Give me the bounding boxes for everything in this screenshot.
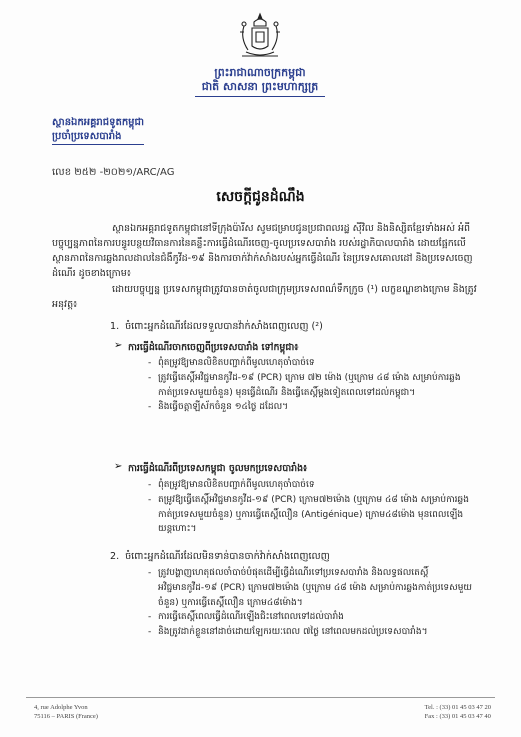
embassy-heading bbox=[52, 116, 192, 145]
list-item: - ពុំតម្រូវឱ្យមានលិខិតបញ្ជាក់ពីមូលហេតុចាំបាច់ទេ bbox=[148, 478, 473, 493]
list-item: - ការធ្វើតេស្តិ៍ពេលធ្វើដំណើរឡើងជិះនៅពេលទៅដល់បារាំង bbox=[148, 610, 473, 625]
kingdom-line-2: ជាតិ សាសនា ព្រះមហាក្សត្រ bbox=[201, 79, 319, 93]
section-1-number: 1. bbox=[110, 321, 120, 332]
section-2-heading bbox=[110, 550, 330, 564]
classification-paragraph: ដោយបច្ចុប្បន្ន ប្រទេសកម្ពុជាត្រូវបានចាត់ចូលជាក្រុមប្រទេសពណ៌ទឹកក្រូច (¹) លក្ខខណ្ឌខាងក្រោម និងត្រូវអនុវត្ត៖ bbox=[52, 284, 477, 310]
section-1a-heading bbox=[114, 340, 299, 355]
footer-divider bbox=[26, 697, 495, 698]
section-2-number: 2. bbox=[110, 551, 120, 562]
address-line-2: 75116 – PARIS (France) bbox=[34, 713, 98, 720]
telephone: Tel. : (33) 01 45 03 47 20 bbox=[424, 704, 491, 711]
embassy-line-1: ស្ថានឯកអគ្គរាជទូតកម្ពុជា bbox=[52, 117, 145, 128]
embassy-line-2: ប្រចាំប្រទេសបារាំង bbox=[52, 130, 122, 142]
section-1a-title: ការធ្វើដំណើរចាកចេញពីប្រទេសបារាំង ទៅកម្ពុជា៖ bbox=[128, 342, 299, 353]
list-item: - ពុំតម្រូវឱ្យមានលិខិតបញ្ជាក់ពីមូលហេតុចាំបាច់ទេ bbox=[148, 356, 473, 371]
section-1-title: ចំពោះអ្នកដំណើរដែលទទួលបានវ៉ាក់សាំងពេញលេញ (²) bbox=[125, 321, 323, 332]
list-item: - និងត្រូវដាក់ខ្លួននៅដាច់ដោយឡែករយៈពេល ៧ថ្ងៃ នៅពេលមកដល់ប្រទេសបារាំង។ bbox=[148, 625, 473, 640]
footer-contact bbox=[425, 703, 491, 721]
kingdom-heading bbox=[170, 66, 350, 97]
arrow-bullet-icon: ➢ bbox=[114, 461, 123, 472]
intro-paragraph: ស្ថានឯកអគ្គរាជទូតកម្ពុជានៅទីក្រុងប៉ារីស សូមជម្រាបជូនប្រជាពលរដ្ឋ ស៊ីវិល និងនិស្សិតខ្មែរទាំងអស់ អំពីបច្ចុប្បន្នភាពនៃការបន្ធូរបន្ថយវិធានការនៃគន្លឹះការធ្វើដំណើរចេញ-ចូលប្រទេសបារាំង របស់រដ្ឋាភិបាលបារាំង ដោយផ្អែកលើស្ថានភាពនៃការឆ្លងរាលដាលនៃជំងឺកូវីដ-១៩ និងការចាក់វ៉ាក់សាំងរបស់អ្នកធ្វើដំណើរ នៃប្រទេសគោលដៅ និងប្រទេសចេញដំណើរ ដូចខាងក្រោម៖ bbox=[52, 223, 473, 279]
kingdom-underline bbox=[195, 96, 325, 97]
footer-address bbox=[34, 703, 98, 721]
list-item: - ត្រូវបង្ហាញហេតុផលចាំបាច់បំផុតដើម្បីធ្វើដំណើរទៅប្រទេសបារាំង និងលទ្ធផលតេស្តិ៍អវិជ្ជមានកូវីដ-១៩ (PCR) ក្រោម៧២ម៉ោង (ឬក្រោម ៤៨ ម៉ោង សម្រាប់ការឆ្លងកាត់ប្រទេសមួយចំនួន) ឬការធ្វើតេស្តិ៍លឿន ក្រោម៤៨ម៉ោង។ bbox=[148, 566, 473, 610]
address-line-1: 4, rue Adolphe Yvon bbox=[34, 704, 88, 711]
section-1b-list bbox=[148, 478, 473, 537]
section-1b-heading bbox=[114, 461, 308, 476]
royal-emblem-icon bbox=[234, 12, 286, 60]
section-1b-title: ការធ្វើដំណើរពីប្រទេសកម្ពុជា ចូលមកប្រទេសបារាំង៖ bbox=[128, 463, 308, 474]
fax: Fax : (33) 01 45 03 47 40 bbox=[424, 713, 491, 720]
embassy-underline bbox=[52, 144, 144, 145]
reference-number: លេខ ២៥២ -២០២១/ARC/AG bbox=[52, 167, 175, 178]
list-item: - ត្រូវធ្វើតេស្តិ៍អវិជ្ជមានកូវីដ-១៩ (PCR) ក្រោម ៧២ ម៉ោង (ឬក្រោម ៤៨ ម៉ោង សម្រាប់ការឆ្លងកាត់ប្រទេសមួយចំនួន) មុនធ្វើដំណើរ និងធ្វើតេស្តិ៍ម្តងទៀតពេលទៅដល់កម្ពុជា។ bbox=[148, 371, 473, 401]
section-2-list bbox=[148, 566, 473, 640]
section-2-title: ចំពោះអ្នកដំណើរដែលមិនទាន់បានចាក់វ៉ាក់សាំងពេញលេញ bbox=[125, 551, 330, 562]
document-title: សេចក្តីជូនដំណឹង bbox=[216, 189, 305, 205]
section-1a-list bbox=[148, 356, 473, 415]
arrow-bullet-icon: ➢ bbox=[114, 340, 123, 351]
kingdom-line-1: ព្រះរាជាណាចក្រកម្ពុជា bbox=[214, 66, 306, 79]
list-item: - តម្រូវឱ្យធ្វើតេស្តិ៍អវិជ្ជមានកូវីដ-១៩ (PCR) ក្រោម៧២ម៉ោង (ឬក្រោម ៤៨ ម៉ោង សម្រាប់ការឆ្លងកាត់ប្រទេសមួយចំនួន) ឬការធ្វើតេស្តិ៍លឿន (Antigénique) ក្រោម៤៨ម៉ោង មុនពេលឡើងយន្តហោះ។ bbox=[148, 493, 473, 537]
list-item: - និងធ្វើចត្តាឡីស័កចំនួន ១៤ថ្ងៃ ដដែល។ bbox=[148, 400, 473, 415]
section-1-heading bbox=[110, 320, 323, 334]
